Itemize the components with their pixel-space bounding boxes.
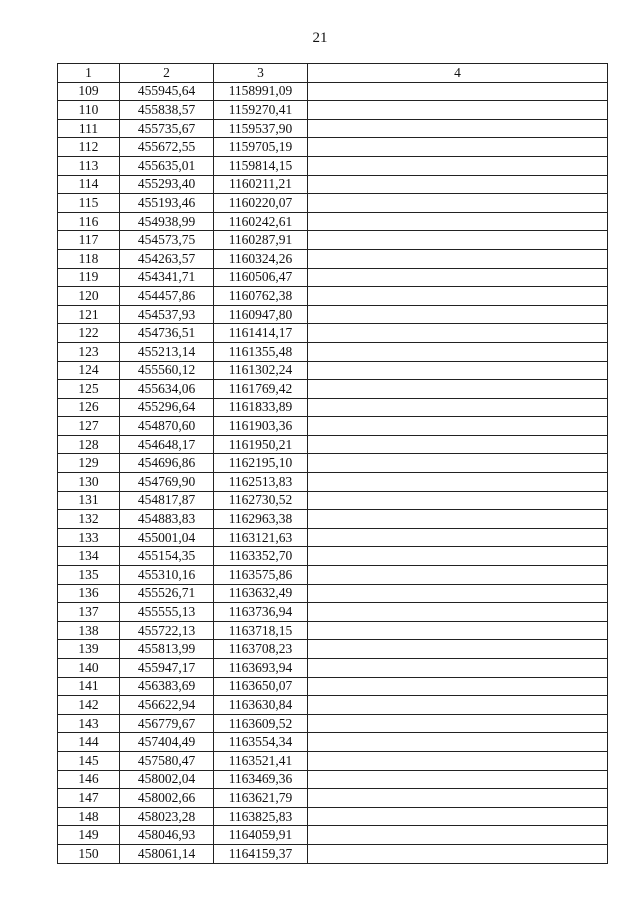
table-row bbox=[58, 138, 608, 157]
y-coordinate-cell: 1161302,24 bbox=[214, 361, 308, 380]
y-coordinate-cell: 1159537,90 bbox=[214, 119, 308, 138]
x-coordinate-cell: 455634,06 bbox=[120, 380, 214, 399]
point-number-cell: 118 bbox=[58, 249, 120, 268]
y-coordinate-cell: 1164059,91 bbox=[214, 826, 308, 845]
table-row bbox=[58, 194, 608, 213]
y-coordinate-cell: 1161414,17 bbox=[214, 324, 308, 343]
note-cell bbox=[308, 175, 608, 194]
table-row bbox=[58, 473, 608, 492]
x-coordinate-cell: 455838,57 bbox=[120, 101, 214, 120]
table-row bbox=[58, 249, 608, 268]
y-coordinate-cell: 1163621,79 bbox=[214, 789, 308, 808]
note-cell bbox=[308, 677, 608, 696]
y-coordinate-cell: 1160220,07 bbox=[214, 194, 308, 213]
column-header: 1 bbox=[58, 64, 120, 83]
table-row bbox=[58, 696, 608, 715]
x-coordinate-cell: 455635,01 bbox=[120, 156, 214, 175]
table-row bbox=[58, 677, 608, 696]
table-row bbox=[58, 826, 608, 845]
x-coordinate-cell: 455735,67 bbox=[120, 119, 214, 138]
y-coordinate-cell: 1163632,49 bbox=[214, 584, 308, 603]
y-coordinate-cell: 1163469,36 bbox=[214, 770, 308, 789]
x-coordinate-cell: 454883,83 bbox=[120, 510, 214, 529]
point-number-cell: 140 bbox=[58, 659, 120, 678]
x-coordinate-cell: 455296,64 bbox=[120, 398, 214, 417]
point-number-cell: 137 bbox=[58, 603, 120, 622]
table-row bbox=[58, 621, 608, 640]
point-number-cell: 139 bbox=[58, 640, 120, 659]
note-cell bbox=[308, 528, 608, 547]
point-number-cell: 110 bbox=[58, 101, 120, 120]
y-coordinate-cell: 1162195,10 bbox=[214, 454, 308, 473]
y-coordinate-cell: 1164159,37 bbox=[214, 844, 308, 863]
y-coordinate-cell: 1162513,83 bbox=[214, 473, 308, 492]
y-coordinate-cell: 1160506,47 bbox=[214, 268, 308, 287]
note-cell bbox=[308, 751, 608, 770]
table-row bbox=[58, 417, 608, 436]
x-coordinate-cell: 455722,13 bbox=[120, 621, 214, 640]
x-coordinate-cell: 454938,99 bbox=[120, 212, 214, 231]
table-row bbox=[58, 342, 608, 361]
x-coordinate-cell: 454769,90 bbox=[120, 473, 214, 492]
point-number-cell: 111 bbox=[58, 119, 120, 138]
y-coordinate-cell: 1163521,41 bbox=[214, 751, 308, 770]
x-coordinate-cell: 455945,64 bbox=[120, 82, 214, 101]
note-cell bbox=[308, 510, 608, 529]
x-coordinate-cell: 455947,17 bbox=[120, 659, 214, 678]
note-cell bbox=[308, 733, 608, 752]
table-row bbox=[58, 324, 608, 343]
note-cell bbox=[308, 826, 608, 845]
x-coordinate-cell: 455560,12 bbox=[120, 361, 214, 380]
point-number-cell: 127 bbox=[58, 417, 120, 436]
note-cell bbox=[308, 82, 608, 101]
coordinates-table bbox=[57, 63, 608, 864]
y-coordinate-cell: 1161769,42 bbox=[214, 380, 308, 399]
y-coordinate-cell: 1160947,80 bbox=[214, 305, 308, 324]
point-number-cell: 128 bbox=[58, 435, 120, 454]
y-coordinate-cell: 1163693,94 bbox=[214, 659, 308, 678]
point-number-cell: 142 bbox=[58, 696, 120, 715]
x-coordinate-cell: 457580,47 bbox=[120, 751, 214, 770]
x-coordinate-cell: 454341,71 bbox=[120, 268, 214, 287]
point-number-cell: 116 bbox=[58, 212, 120, 231]
note-cell bbox=[308, 138, 608, 157]
note-cell bbox=[308, 324, 608, 343]
table-row bbox=[58, 789, 608, 808]
point-number-cell: 149 bbox=[58, 826, 120, 845]
y-coordinate-cell: 1163825,83 bbox=[214, 807, 308, 826]
x-coordinate-cell: 455672,55 bbox=[120, 138, 214, 157]
y-coordinate-cell: 1163736,94 bbox=[214, 603, 308, 622]
table-row bbox=[58, 175, 608, 194]
note-cell bbox=[308, 194, 608, 213]
point-number-cell: 115 bbox=[58, 194, 120, 213]
point-number-cell: 123 bbox=[58, 342, 120, 361]
table-row bbox=[58, 212, 608, 231]
y-coordinate-cell: 1162730,52 bbox=[214, 491, 308, 510]
note-cell bbox=[308, 659, 608, 678]
x-coordinate-cell: 458002,04 bbox=[120, 770, 214, 789]
point-number-cell: 121 bbox=[58, 305, 120, 324]
table-row bbox=[58, 584, 608, 603]
x-coordinate-cell: 458061,14 bbox=[120, 844, 214, 863]
note-cell bbox=[308, 305, 608, 324]
x-coordinate-cell: 455001,04 bbox=[120, 528, 214, 547]
note-cell bbox=[308, 342, 608, 361]
x-coordinate-cell: 455213,14 bbox=[120, 342, 214, 361]
note-cell bbox=[308, 621, 608, 640]
y-coordinate-cell: 1163575,86 bbox=[214, 566, 308, 585]
note-cell bbox=[308, 714, 608, 733]
note-cell bbox=[308, 268, 608, 287]
x-coordinate-cell: 455310,16 bbox=[120, 566, 214, 585]
point-number-cell: 125 bbox=[58, 380, 120, 399]
table-row bbox=[58, 844, 608, 863]
table-row bbox=[58, 751, 608, 770]
y-coordinate-cell: 1161833,89 bbox=[214, 398, 308, 417]
y-coordinate-cell: 1161950,21 bbox=[214, 435, 308, 454]
table-row bbox=[58, 380, 608, 399]
table-row bbox=[58, 305, 608, 324]
y-coordinate-cell: 1160211,21 bbox=[214, 175, 308, 194]
page-number: 21 bbox=[312, 30, 328, 46]
note-cell bbox=[308, 435, 608, 454]
x-coordinate-cell: 454263,57 bbox=[120, 249, 214, 268]
note-cell bbox=[308, 789, 608, 808]
x-coordinate-cell: 456383,69 bbox=[120, 677, 214, 696]
table-row bbox=[58, 659, 608, 678]
x-coordinate-cell: 454817,87 bbox=[120, 491, 214, 510]
x-coordinate-cell: 458046,93 bbox=[120, 826, 214, 845]
y-coordinate-cell: 1159705,19 bbox=[214, 138, 308, 157]
note-cell bbox=[308, 640, 608, 659]
table-row bbox=[58, 733, 608, 752]
table-row bbox=[58, 361, 608, 380]
y-coordinate-cell: 1163352,70 bbox=[214, 547, 308, 566]
point-number-cell: 147 bbox=[58, 789, 120, 808]
y-coordinate-cell: 1159814,15 bbox=[214, 156, 308, 175]
table-row bbox=[58, 566, 608, 585]
point-number-cell: 119 bbox=[58, 268, 120, 287]
note-cell bbox=[308, 696, 608, 715]
note-cell bbox=[308, 119, 608, 138]
note-cell bbox=[308, 361, 608, 380]
table-row bbox=[58, 714, 608, 733]
x-coordinate-cell: 454537,93 bbox=[120, 305, 214, 324]
y-coordinate-cell: 1160242,61 bbox=[214, 212, 308, 231]
table-row bbox=[58, 770, 608, 789]
point-number-cell: 113 bbox=[58, 156, 120, 175]
point-number-cell: 146 bbox=[58, 770, 120, 789]
point-number-cell: 143 bbox=[58, 714, 120, 733]
point-number-cell: 109 bbox=[58, 82, 120, 101]
point-number-cell: 138 bbox=[58, 621, 120, 640]
x-coordinate-cell: 456622,94 bbox=[120, 696, 214, 715]
table-body bbox=[58, 82, 608, 863]
table-row bbox=[58, 156, 608, 175]
x-coordinate-cell: 458023,28 bbox=[120, 807, 214, 826]
point-number-cell: 145 bbox=[58, 751, 120, 770]
x-coordinate-cell: 458002,66 bbox=[120, 789, 214, 808]
column-header: 4 bbox=[308, 64, 608, 83]
y-coordinate-cell: 1163630,84 bbox=[214, 696, 308, 715]
x-coordinate-cell: 454696,86 bbox=[120, 454, 214, 473]
column-header: 2 bbox=[120, 64, 214, 83]
y-coordinate-cell: 1161903,36 bbox=[214, 417, 308, 436]
point-number-cell: 114 bbox=[58, 175, 120, 194]
x-coordinate-cell: 455293,40 bbox=[120, 175, 214, 194]
point-number-cell: 129 bbox=[58, 454, 120, 473]
table-row bbox=[58, 82, 608, 101]
point-number-cell: 136 bbox=[58, 584, 120, 603]
y-coordinate-cell: 1163121,63 bbox=[214, 528, 308, 547]
table-row bbox=[58, 807, 608, 826]
note-cell bbox=[308, 101, 608, 120]
point-number-cell: 120 bbox=[58, 287, 120, 306]
point-number-cell: 133 bbox=[58, 528, 120, 547]
x-coordinate-cell: 457404,49 bbox=[120, 733, 214, 752]
y-coordinate-cell: 1160762,38 bbox=[214, 287, 308, 306]
note-cell bbox=[308, 398, 608, 417]
note-cell bbox=[308, 770, 608, 789]
note-cell bbox=[308, 156, 608, 175]
note-cell bbox=[308, 473, 608, 492]
y-coordinate-cell: 1160287,91 bbox=[214, 231, 308, 250]
point-number-cell: 150 bbox=[58, 844, 120, 863]
note-cell bbox=[308, 844, 608, 863]
y-coordinate-cell: 1160324,26 bbox=[214, 249, 308, 268]
table-row bbox=[58, 287, 608, 306]
table-row bbox=[58, 119, 608, 138]
note-cell bbox=[308, 603, 608, 622]
point-number-cell: 117 bbox=[58, 231, 120, 250]
table-row bbox=[58, 398, 608, 417]
y-coordinate-cell: 1163650,07 bbox=[214, 677, 308, 696]
x-coordinate-cell: 455193,46 bbox=[120, 194, 214, 213]
table-row bbox=[58, 547, 608, 566]
table-row bbox=[58, 454, 608, 473]
x-coordinate-cell: 455813,99 bbox=[120, 640, 214, 659]
note-cell bbox=[308, 584, 608, 603]
y-coordinate-cell: 1159270,41 bbox=[214, 101, 308, 120]
table-row bbox=[58, 528, 608, 547]
y-coordinate-cell: 1161355,48 bbox=[214, 342, 308, 361]
y-coordinate-cell: 1163718,15 bbox=[214, 621, 308, 640]
note-cell bbox=[308, 417, 608, 436]
note-cell bbox=[308, 380, 608, 399]
x-coordinate-cell: 454870,60 bbox=[120, 417, 214, 436]
table-row bbox=[58, 231, 608, 250]
x-coordinate-cell: 454573,75 bbox=[120, 231, 214, 250]
x-coordinate-cell: 455555,13 bbox=[120, 603, 214, 622]
point-number-cell: 131 bbox=[58, 491, 120, 510]
x-coordinate-cell: 454457,86 bbox=[120, 287, 214, 306]
x-coordinate-cell: 454648,17 bbox=[120, 435, 214, 454]
point-number-cell: 130 bbox=[58, 473, 120, 492]
x-coordinate-cell: 454736,51 bbox=[120, 324, 214, 343]
point-number-cell: 144 bbox=[58, 733, 120, 752]
table-row bbox=[58, 603, 608, 622]
table-row bbox=[58, 101, 608, 120]
y-coordinate-cell: 1163609,52 bbox=[214, 714, 308, 733]
point-number-cell: 141 bbox=[58, 677, 120, 696]
header-row bbox=[58, 64, 608, 83]
table-row bbox=[58, 435, 608, 454]
note-cell bbox=[308, 547, 608, 566]
note-cell bbox=[308, 807, 608, 826]
y-coordinate-cell: 1163708,23 bbox=[214, 640, 308, 659]
note-cell bbox=[308, 249, 608, 268]
point-number-cell: 124 bbox=[58, 361, 120, 380]
table-row bbox=[58, 640, 608, 659]
y-coordinate-cell: 1162963,38 bbox=[214, 510, 308, 529]
table-row bbox=[58, 491, 608, 510]
point-number-cell: 126 bbox=[58, 398, 120, 417]
note-cell bbox=[308, 566, 608, 585]
note-cell bbox=[308, 287, 608, 306]
x-coordinate-cell: 455526,71 bbox=[120, 584, 214, 603]
table-row bbox=[58, 510, 608, 529]
point-number-cell: 132 bbox=[58, 510, 120, 529]
point-number-cell: 122 bbox=[58, 324, 120, 343]
point-number-cell: 134 bbox=[58, 547, 120, 566]
note-cell bbox=[308, 212, 608, 231]
table-row bbox=[58, 268, 608, 287]
x-coordinate-cell: 455154,35 bbox=[120, 547, 214, 566]
note-cell bbox=[308, 491, 608, 510]
point-number-cell: 112 bbox=[58, 138, 120, 157]
point-number-cell: 148 bbox=[58, 807, 120, 826]
y-coordinate-cell: 1163554,34 bbox=[214, 733, 308, 752]
point-number-cell: 135 bbox=[58, 566, 120, 585]
note-cell bbox=[308, 231, 608, 250]
note-cell bbox=[308, 454, 608, 473]
x-coordinate-cell: 456779,67 bbox=[120, 714, 214, 733]
y-coordinate-cell: 1158991,09 bbox=[214, 82, 308, 101]
column-header: 3 bbox=[214, 64, 308, 83]
